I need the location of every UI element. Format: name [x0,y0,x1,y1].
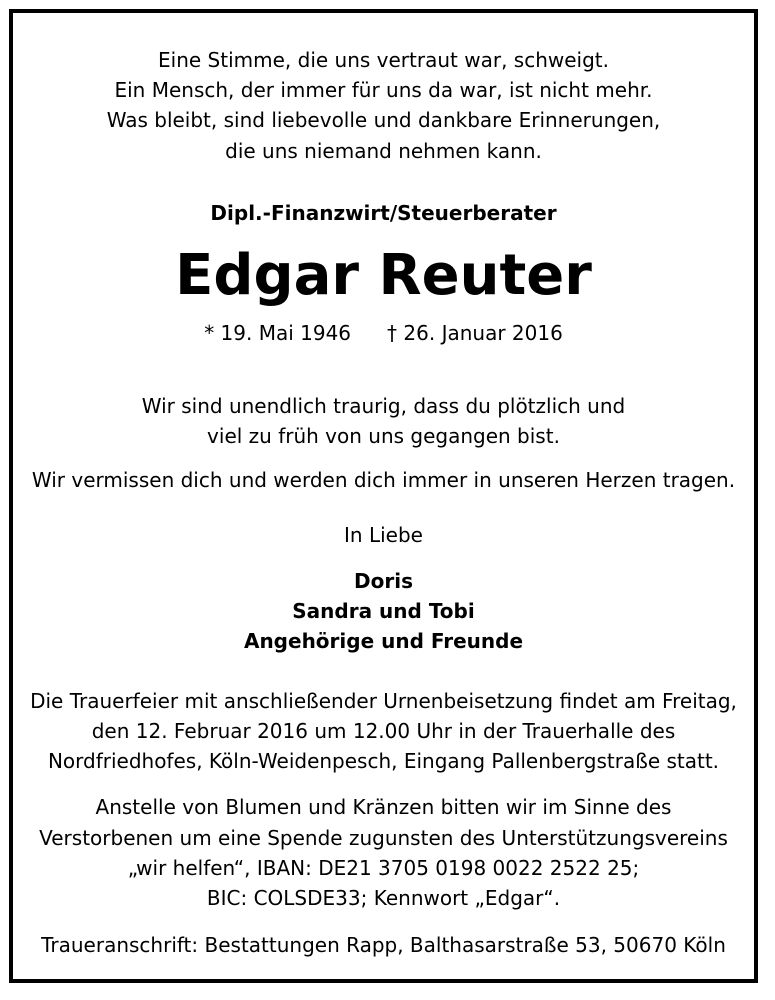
quote-line-4: die uns niemand nehmen kann. [225,139,542,163]
signature-line-1: Doris [354,569,413,593]
donation-line-1: Anstelle von Blumen und Kränzen bitten wir im Sinne des [95,795,672,819]
signature-line-3: Angehörige und Freunde [243,629,524,653]
quote-line-1: Eine Stimme, die uns vertraut war, schweigt. [158,48,609,72]
mourning-address: Traueranschrift: Bestattungen Rapp, Balthasarstraße 53, 50670 Köln [41,933,726,957]
life-dates [9,318,758,348]
message-line-3: Wir vermissen dich und werden dich immer in unseren Herzen tragen. [31,468,736,492]
donation-line-2: Verstorbenen um eine Spende zugunsten des Unterstützungsvereins [39,826,728,850]
closing-phrase: In Liebe [344,523,423,547]
birth-date: * 19. Mai 1946 [204,321,352,345]
profession-title: Dipl.-Finanzwirt/Steuerberater [210,201,557,225]
signature-line-2: Sandra und Tobi [292,599,475,623]
quote-line-3: Was bleibt, sind liebevolle und dankbare Erinnerungen, [106,108,661,132]
deceased-name: Edgar Reuter [175,243,592,308]
ceremony-line-1: Die Trauerfeier mit anschließender Urnenbeisetzung findet am Freitag, [30,689,737,713]
message-line-1: Wir sind unendlich traurig, dass du plötzlich und [141,394,626,418]
donation-line-3: „wir helfen“, IBAN: DE21 3705 0198 0022 2522 25; [127,856,640,880]
quote-line-2: Ein Mensch, der immer für uns da war, ist nicht mehr. [114,78,653,102]
message-line-2: viel zu früh von uns gegangen bist. [207,424,560,448]
ceremony-line-2: den 12. Februar 2016 um 12.00 Uhr in der Trauerhalle des [91,719,676,743]
death-date: † 26. Januar 2016 [387,321,563,345]
donation-line-4: BIC: COLSDE33; Kennwort „Edgar“. [206,886,561,910]
ceremony-line-3: Nordfriedhofes, Köln-Weidenpesch, Eingang Pallenbergstraße statt. [47,749,720,773]
